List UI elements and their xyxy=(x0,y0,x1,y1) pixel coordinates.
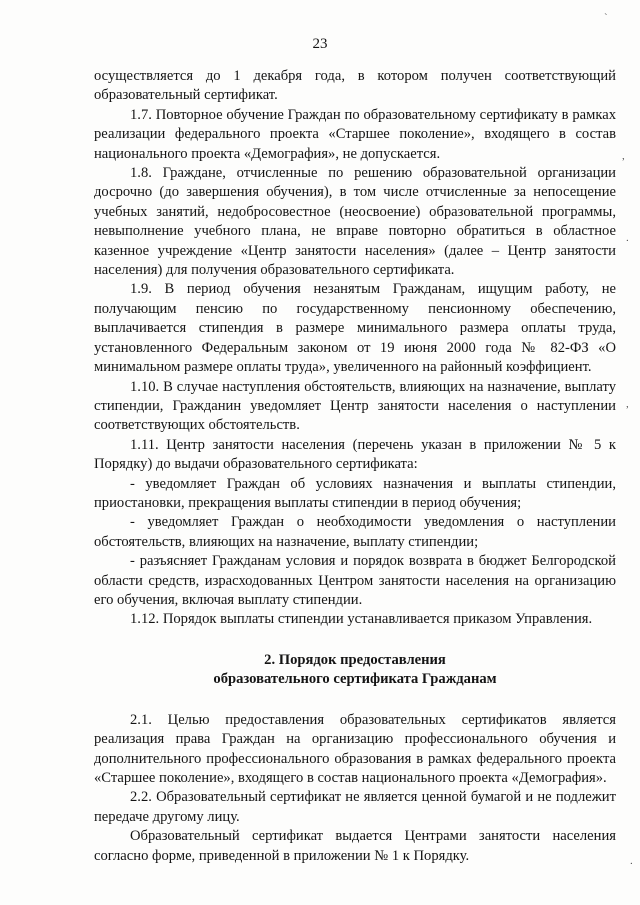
paragraph-2-2: 2.2. Образовательный сертификат не является ценной бумагой и не подлежит передаче другому лицу. xyxy=(94,789,616,825)
paragraph-1-8: 1.8. Граждане, отчисленные по решению образовательной организации досрочно (до завершения обучения), в том числе отчисленные за непосещение учебных занятий, недобросовестное (неосвоение) образовательной программы, невыполнение учебного плана, не вправе повторно обратиться в областное казенное учреждение «Центр занятости населения» (далее – Центр занятости населения) для получения образовательного сертификата. xyxy=(94,165,616,279)
paragraph-1-10: 1.10. В случае наступления обстоятельств, влияющих на назначение, выплату стипендии, Гражданин уведомляет Центр занятости населения о наступлении соответствующих обстоятельств. xyxy=(94,378,616,434)
paragraph-2-2-continued: Образовательный сертификат выдается Центрами занятости населения согласно форме, приведенной в приложении № 1 к Порядку. xyxy=(94,828,616,864)
list-item-notify-necessity: - уведомляет Граждан о необходимости уведомления о наступлении обстоятельств, влияющих на назначение, выплату стипендии; xyxy=(94,514,616,550)
paragraph-continuation: осуществляется до 1 декабря года, в котором получен соответствующий образовательный сертификат. xyxy=(94,68,616,104)
document-body xyxy=(94,67,616,866)
section-2-heading-line-2: образовательного сертификата Гражданам xyxy=(213,670,497,687)
paragraph-2-1: 2.1. Целью предоставления образовательных сертификатов является реализация права Граждан на организацию профессионального обучения и дополнительного профессионального образования в рамках федерального проекта «Старшее поколение», входящего в состав национального проекта «Демография». xyxy=(94,711,616,786)
list-item-notify-conditions: - уведомляет Граждан об условиях назначения и выплаты стипендии, приостановки, прекращения выплаты стипендии в период обучения; xyxy=(94,475,616,511)
scan-mark: , xyxy=(626,398,629,410)
scan-mark: ` xyxy=(604,12,608,24)
paragraph-1-7: 1.7. Повторное обучение Граждан по образовательному сертификату в рамках реализации федерального проекта «Старшее поколение», входящего в состав национального проекта «Демография», не допускается. xyxy=(94,106,616,162)
section-2-heading xyxy=(94,651,616,689)
section-2-heading-line-1: 2. Порядок предоставления xyxy=(264,651,446,668)
page-number: 23 xyxy=(312,36,328,52)
scan-mark: . xyxy=(626,232,629,244)
paragraph-1-11: 1.11. Центр занятости населения (перечень указан в приложении № 5 к Порядку) до выдачи образовательного сертификата: xyxy=(94,436,616,473)
paragraph-1-12: 1.12. Порядок выплаты стипендии устанавливается приказом Управления. xyxy=(130,611,593,628)
list-item-explain-refund: - разъясняет Гражданам условия и порядок возврата в бюджет Белгородской области средств, израсходованных Центром занятости населения на организацию его обучения, включая выплату стипендии. xyxy=(94,553,616,608)
scan-mark: . xyxy=(630,855,633,867)
paragraph-1-9: 1.9. В период обучения незанятым Гражданам, ищущим работу, не получающим пенсию по государственному пенсионному обеспечению, выплачивается стипендия в размере минимального размера оплаты труда, установленного Федеральным законом от 19 июня 2000 года № 82-ФЗ «О минимальном размере оплаты труда», увеличенного на районный коэффициент. xyxy=(94,281,616,376)
scan-mark: , xyxy=(622,150,625,162)
